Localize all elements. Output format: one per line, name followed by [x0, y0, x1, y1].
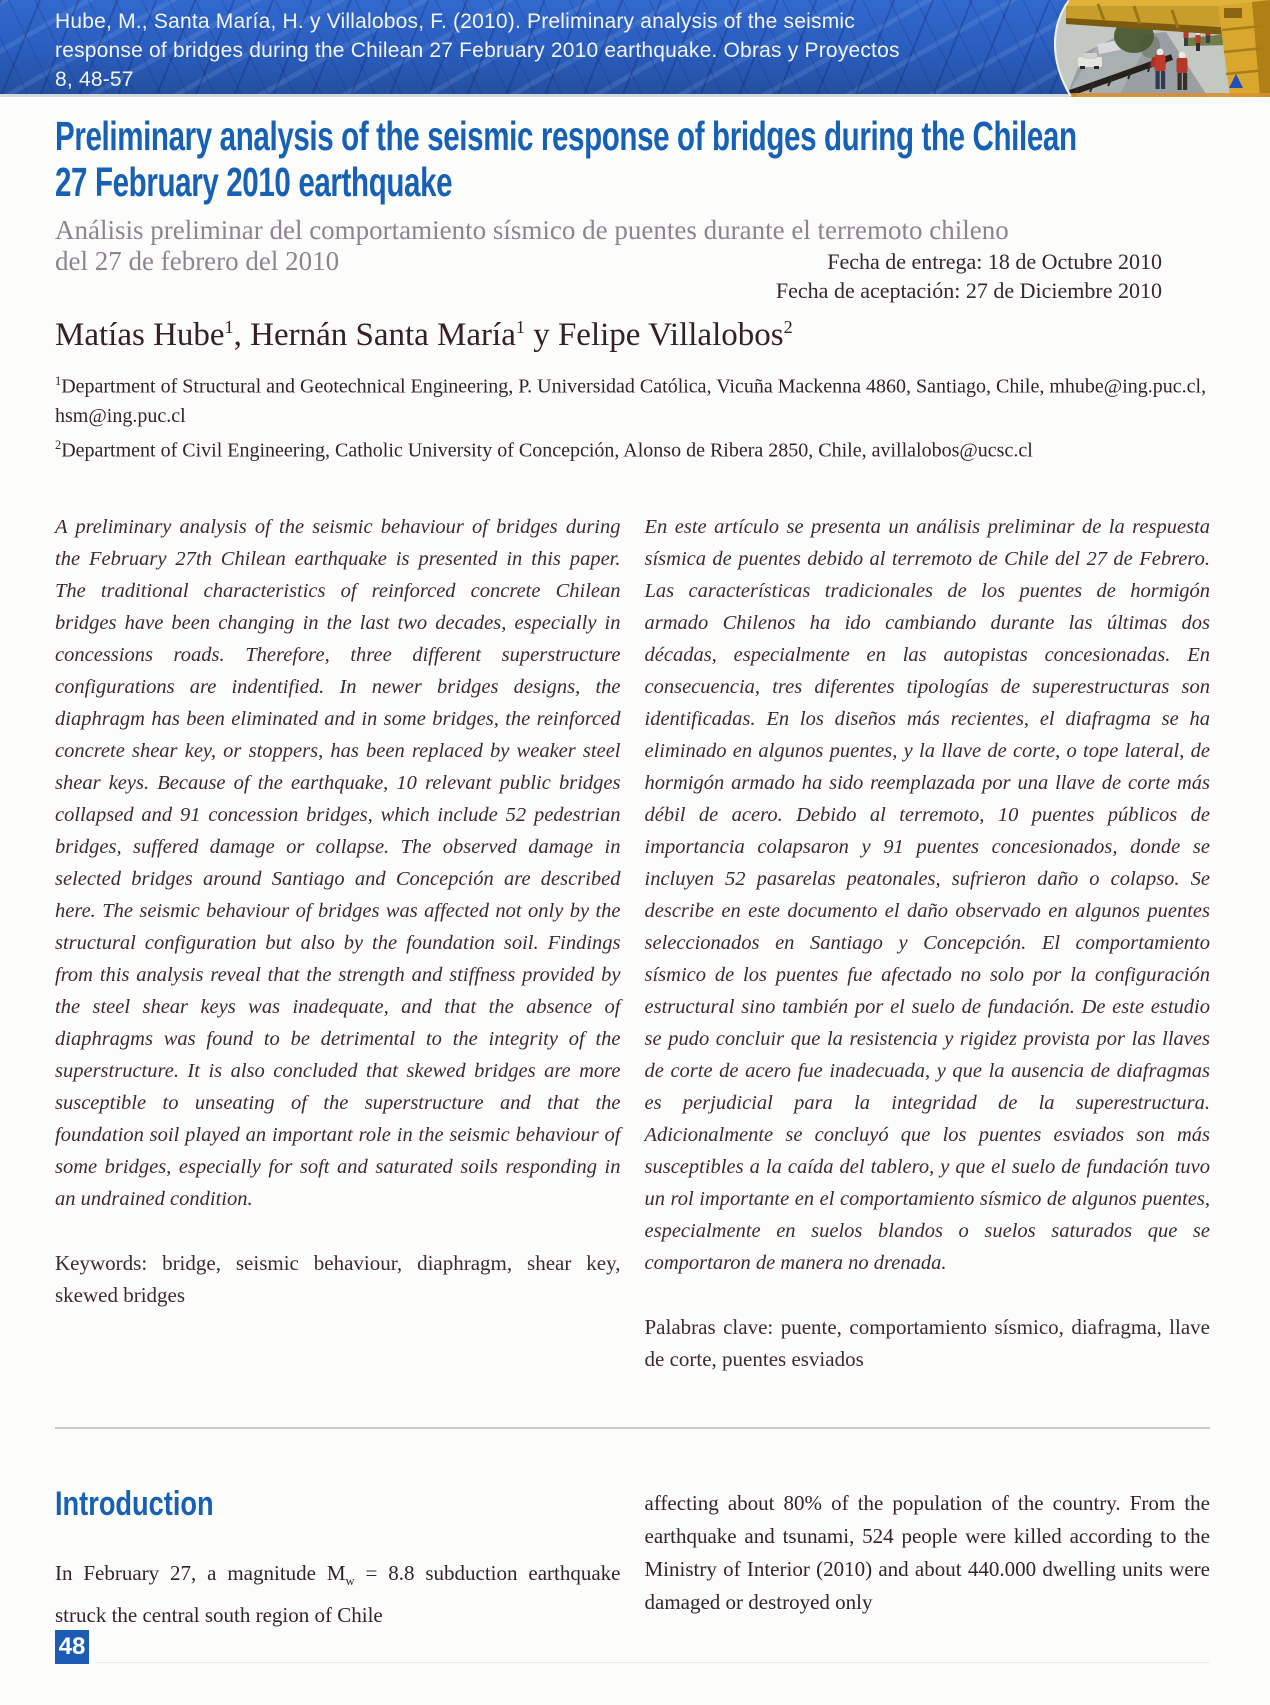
subtitle-line: del 27 de febrero del 2010: [55, 246, 340, 276]
footer-rule: [95, 1662, 1210, 1663]
banner-citation: [55, 7, 900, 94]
page-number-badge: 48: [55, 1630, 89, 1664]
citation-line: response of bridges during the Chilean 27 February 2010 earthquake. Obras y Proyectos: [55, 39, 900, 62]
author-name: Matías Hube: [55, 317, 225, 353]
intro-text: = 8.8 subduction earthquake struck the central south region of Chile: [55, 1561, 621, 1627]
article-body: [0, 113, 1270, 1632]
bridge-inspection-photo: [1038, 0, 1270, 97]
abstract-spanish-column: [645, 511, 1211, 1375]
author-line: [55, 307, 1210, 355]
author-name: , Hernán Santa María: [233, 317, 516, 353]
abstract-spanish: En este artículo se presenta un análisis preliminar de la respuesta sísmica de puentes debido al terremoto de Chile del 27 de Febrero. Las características tradicionales de los puentes de hormigón armado Chilenos ha ido cambiando durante las últimas dos décadas, especialmente en las autopistas concesionadas. En consecuencia, tres diferentes tipologías de superestructuras son identificadas. En los diseños más recientes, el diafragma se ha eliminado en algunos puentes, y la llave de corte, o tope lateral, de hormigón armado ha sido reemplazada por una llave de corte más débil de acero. Debido al terremoto, 10 puentes públicos de importancia colapsaron y 91 puentes concesionados, donde se incluyen 52 pasarelas peatonales, sufrieron daño o colapso. Se describe en este documento el daño observado en algunos puentes seleccionados en Santiago y Concepción. El comportamiento sísmico de los puentes fue afectado no solo por la configuración estructural sino también por el suelo de fundación. De este estudio se pudo concluir que la resistencia y rigidez provista por las llaves de corte de acero fue inadecuada, y que la ausencia de diafragmas es perjudicial para la integridad de la superestructura. Adicionalmente se concluyó que los puentes esviados son más susceptibles a la caída del tablero, y que el suelo de fundación tuvo un rol importante en el comportamiento sísmico de algunos puentes, especialmente en suelos blandos o suelos saturados que se comportaron de manera no drenada.: [644, 516, 1210, 1275]
affiliation-sup: 1: [55, 374, 62, 388]
date-accepted: Fecha de aceptación: 27 de Diciembre 2010: [775, 278, 1162, 303]
date-received: Fecha de entrega: 18 de Octubre 2010: [827, 249, 1162, 274]
abstract-english: A preliminary analysis of the seismic behaviour of bridges during the February 27th Chilean earthquake is presented in this paper. The traditional characteristics of reinforced concrete Chilean bridges have been changing in the last two decades, especially in concessions roads. Therefore, three different superstructure configurations are indentified. In newer bridges designs, the diaphragm has been eliminated and in some bridges, the reinforced concrete shear key, or stoppers, has been replaced by weaker steel shear keys. Because of the earthquake, 10 relevant public bridges collapsed and 91 concession bridges, which include 52 pedestrian bridges, suffered damage or collapse. The observed damage in selected bridges around Santiago and Concepción are described here. The seismic behaviour of bridges was affected not only by the structural configuration but also by the foundation soil. Findings from this analysis reveal that the strength and stiffness provided by the steel shear keys was inadequate, and that the absence of diaphragms was found to be detrimental to the integrity of the superstructure. It is also concluded that skewed bridges are more susceptible to unseating of the superstructure and that the foundation soil played an important role in the seismic behaviour of some bridges, especially for soft and saturated soils responding in an undrained condition.: [55, 516, 621, 1211]
author-name: y Felipe Villalobos: [524, 317, 784, 353]
affiliation-2: [55, 431, 1210, 466]
affiliation-1: [55, 367, 1210, 431]
section-divider: [55, 1427, 1210, 1429]
affiliations: [55, 367, 1210, 465]
intro-text: In February 27, a magnitude M: [55, 1561, 346, 1586]
title-line: Preliminary analysis of the seismic response of bridges during the Chilean: [55, 113, 1077, 159]
author-affiliation-mark: 1: [224, 317, 234, 337]
page-title: [55, 113, 1210, 205]
magnitude-subscript: w: [345, 1574, 355, 1589]
author-affiliation-mark: 2: [783, 317, 793, 337]
introduction-section: [55, 1485, 1210, 1631]
introduction-heading: Introduction: [55, 1485, 214, 1524]
citation-line: 8, 48-57: [55, 68, 134, 91]
introduction-right-column: [645, 1485, 1211, 1631]
keywords-english: Keywords: bridge, seismic behaviour, diaphragm, shear key, skewed bridges: [55, 1251, 621, 1308]
abstract-english-column: [55, 511, 621, 1375]
introduction-paragraph-left: [55, 1557, 621, 1631]
introduction-left-column: [55, 1485, 621, 1631]
affiliation-sup: 2: [55, 437, 62, 452]
citation-line: Hube, M., Santa María, H. y Villalobos, F. (2010). Preliminary analysis of the seismic: [55, 10, 855, 33]
title-line: 27 February 2010 earthquake: [55, 159, 453, 205]
subtitle-line: Análisis preliminar del comportamiento sísmico de puentes durante el terremoto chileno: [55, 215, 1009, 245]
affiliation-text: Department of Civil Engineering, Catholic University of Concepción, Alonso de Ribera 2850, Chile, avillalobos@ucsc.cl: [61, 439, 1033, 462]
keywords-spanish: Palabras clave: puente, comportamiento sísmico, diafragma, llave de corte, puentes esviados: [644, 1315, 1210, 1372]
author-affiliation-mark: 1: [515, 317, 525, 337]
abstract-section: [55, 511, 1210, 1375]
affiliation-text: Department of Structural and Geotechnical Engineering, P. Universidad Católica, Vicuña Mackenna 4860, Santiago, Chile, mhube@ing.puc.cl, hsm@ing.puc.cl: [55, 375, 1207, 427]
introduction-paragraph-right: affecting about 80% of the population of the country. From the earthquake and tsunami, 524 people were killed according to the Ministry of Interior (2010) and about 440.000 dwelling units were damaged or destroyed only: [644, 1491, 1210, 1615]
banner: [0, 0, 1270, 97]
